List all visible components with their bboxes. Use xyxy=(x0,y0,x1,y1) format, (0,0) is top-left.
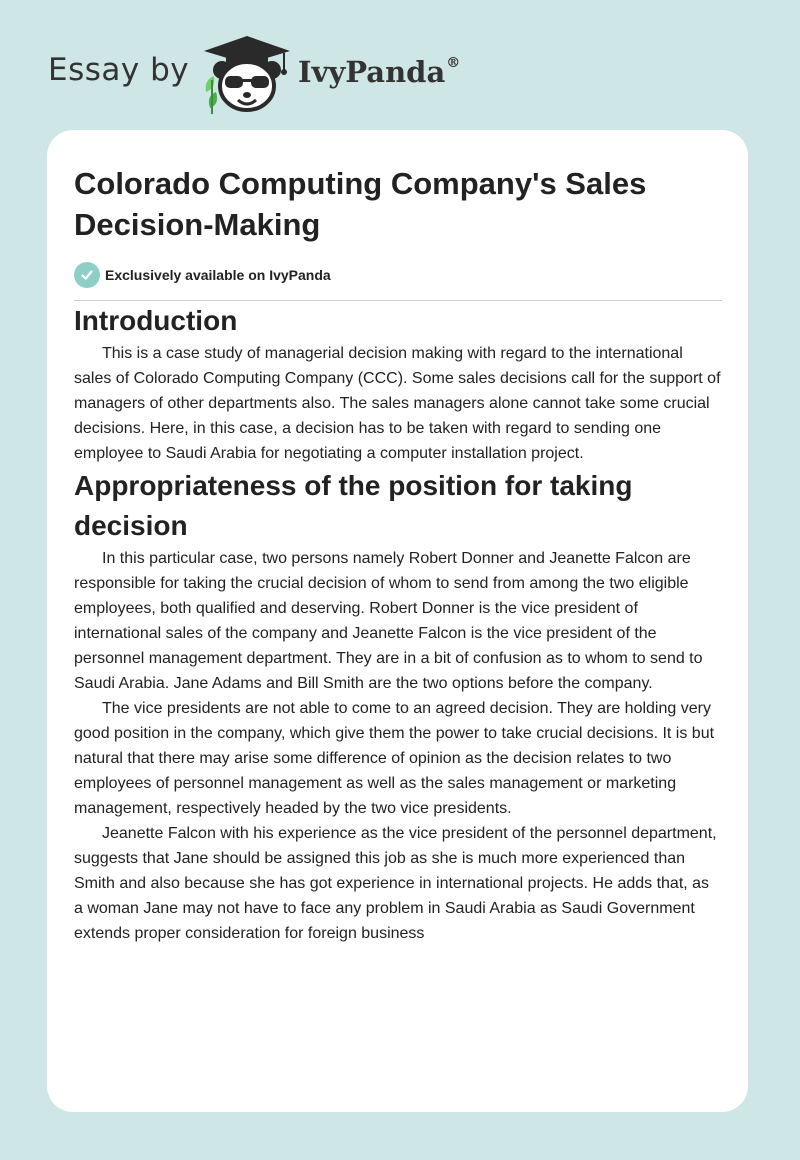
paragraph: Jeanette Falcon with his experience as the vice president of the personnel department, suggests that Jane should be assigned this job as she is much more experienced than Smith and also because she has got experience in international projects. He adds that, as a woman Jane may not have to face any problem in Saudi Arabia as Saudi Government extends proper consideration for foreign business xyxy=(74,825,717,942)
check-icon xyxy=(74,262,100,288)
panda-graduate-icon[interactable] xyxy=(200,34,294,114)
exclusive-badge xyxy=(74,262,722,288)
exclusive-badge-label: Exclusively available on IvyPanda xyxy=(105,267,331,283)
article-card xyxy=(47,130,748,1112)
brand-name[interactable] xyxy=(298,55,460,89)
section-heading-introduction: Introduction xyxy=(74,305,238,336)
page-title: Colorado Computing Company's Sales Decision-Making xyxy=(74,166,647,242)
site-header xyxy=(48,34,548,114)
registered-mark: ® xyxy=(446,55,461,72)
paragraph: In this particular case, two persons namely Robert Donner and Jeanette Falcon are responsible for taking the crucial decision of whom to send from among the two eligible employees, both qualified and deserving. Robert Donner is the vice president of international sales of the company and Jeanette Falcon is the vice president of the personnel management department. They are in a bit of confusion as to whom to send to Saudi Arabia. Jane Adams and Bill Smith are the two options before the company. xyxy=(74,550,703,692)
paragraph: The vice presidents are not able to come to an agreed decision. They are holding very good position in the company, which give them the power to take crucial decisions. It is but natural that there may arise some difference of opinion as the decision relates to two employees of personnel management as well as the sales management or marketing management, respectively headed by the two vice presidents. xyxy=(74,700,715,817)
article-content xyxy=(74,163,722,946)
section-heading-appropriateness: Appropriateness of the position for taking decision xyxy=(74,470,633,541)
brand-text: IvyPanda xyxy=(298,55,446,89)
paragraph: This is a case study of managerial decision making with regard to the international sales of Colorado Computing Company (CCC). Some sales decisions call for the support of managers of other departments also. The sales managers alone cannot take some crucial decisions. Here, in this case, a decision has to be taken with regard to sending one employee to Saudi Arabia for negotiating a computer installation project. xyxy=(74,345,721,462)
essay-by-label: Essay by xyxy=(48,52,190,88)
